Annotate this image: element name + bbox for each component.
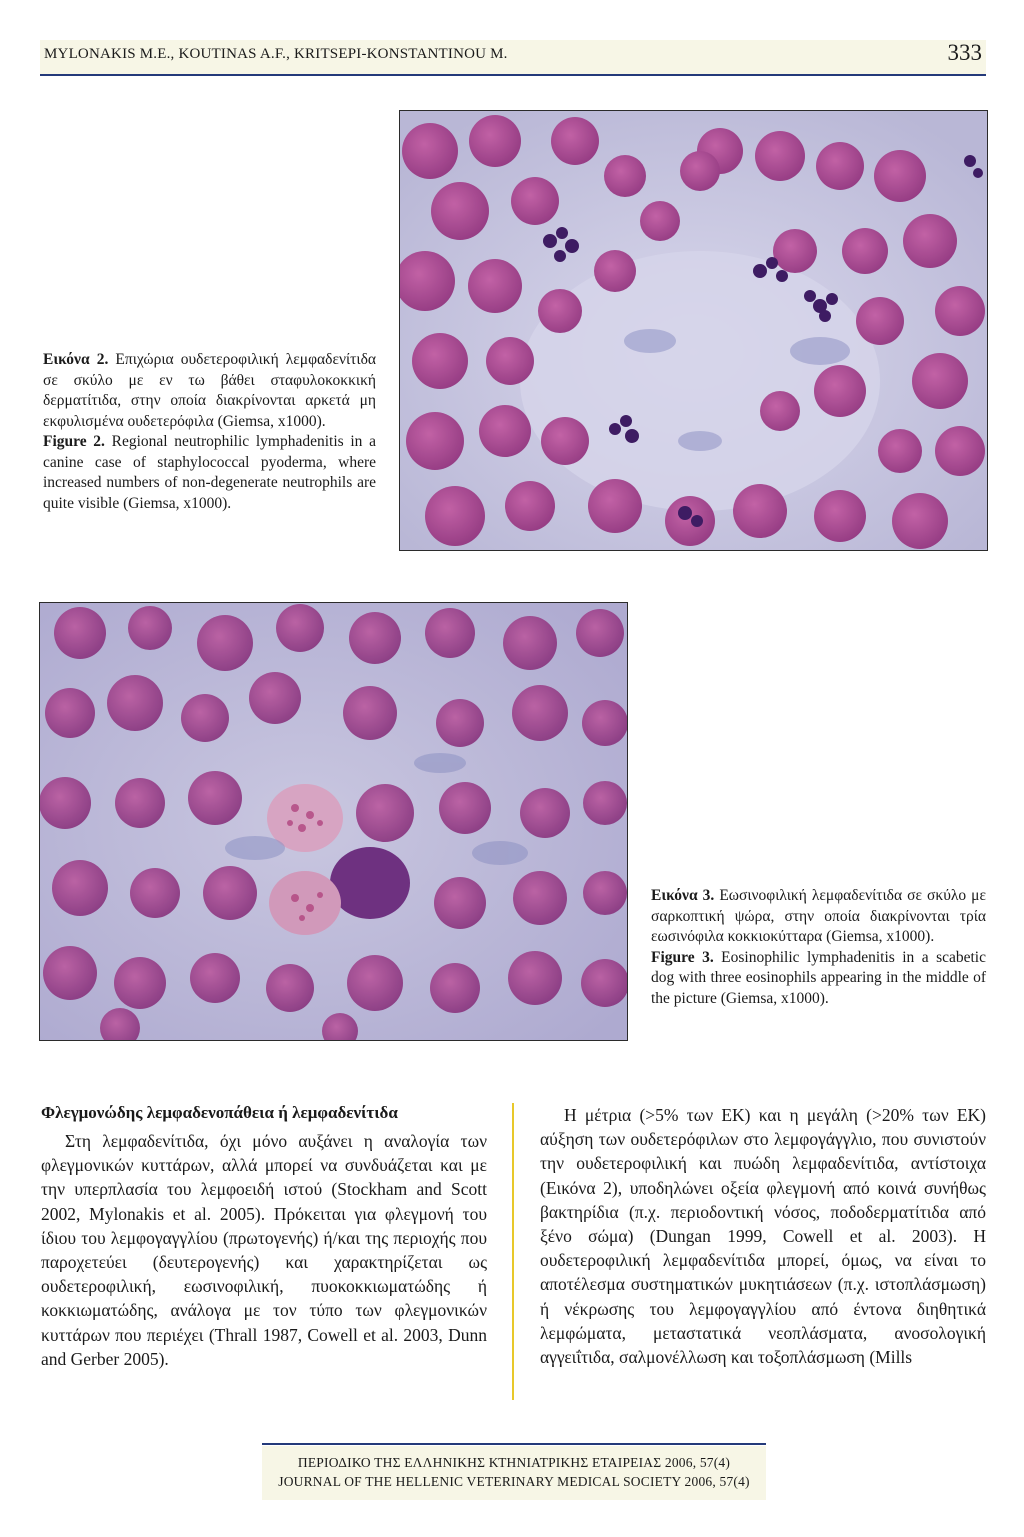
figure-2-micrograph — [399, 110, 988, 551]
figure-3-caption-greek — [651, 886, 986, 948]
column-divider — [512, 1103, 514, 1400]
footer-journal-greek: ΠΕΡΙΟΔΙΚΟ ΤΗΣ ΕΛΛΗΝΙΚΗΣ ΚΤΗΝΙΑΤΡΙΚΗΣ ΕΤΑΙΡΕΙΑΣ 2006, 57(4) — [297, 1455, 731, 1470]
footer-rule — [262, 1443, 766, 1445]
left-column — [41, 1129, 487, 1371]
figure-3-greek-label: Εικόνα 3. — [651, 887, 715, 904]
figure-2-greek-label: Εικόνα 2. — [43, 351, 109, 368]
running-head: MYLONAKIS M.E., KOUTINAS A.F., KRITSEPI-KONSTANTINOU M. — [44, 46, 508, 62]
figure-2-image — [400, 111, 987, 550]
figure-2-greek-text: Επιχώρια ουδετεροφιλική λεμφαδενίτιδα σε σκύλο με εν τω βάθει σταφυλοκοκκική δερματίτιδα, στην οποία διακρίνονται αρκετά μη εκφυλισμένα ουδετερόφιλα (Giemsa, x1000). — [43, 351, 376, 430]
page-number: 333 — [947, 40, 982, 65]
footer-journal-english: JOURNAL OF THE HELLENIC VETERINARY MEDICAL SOCIETY 2006, 57(4) — [278, 1474, 750, 1489]
figure-3-micrograph — [39, 602, 628, 1041]
left-paragraph: Στη λεμφαδενίτιδα, όχι μόνο αυξάνει η αναλογία των φλεγμονικών κυττάρων, αλλά μπορεί να συνδυάζεται και με την υπερπλασία του λεμφοειδή ιστού (Stockham and Scott 2002, Mylonakis et al. 2005). Πρόκειται για φλεγμονή του ίδιου του λεμφογαγγλίου (πρωτογενής) ή/και της περιοχής που παροχετεύει (δευτερογενής) και χαρακτηρίζεται ως ουδετεροφιλική, εωσινοφιλική, πυοκοκκιωματώδης ή κοκκιωματώδης, ανάλογα με τον τύπο των φλεγμονικών κυττάρων που περιέχει (Thrall 1987, Cowell et al. 2003, Dunn and Gerber 2005). — [41, 1131, 487, 1369]
figure-2-english-text: Regional neutrophilic lymphadenitis in a canine case of staphylococcal pyoderma, where increased numbers of non-degenerate neutrophils are quite visible (Giemsa, x1000). — [43, 433, 376, 512]
figure-3-caption-english — [651, 948, 986, 1010]
figure-3-english-label: Figure 3. — [651, 948, 714, 966]
figure-3-image — [40, 603, 627, 1040]
figure-2-english-label: Figure 2. — [43, 433, 105, 450]
figure-2-caption-greek — [43, 350, 376, 432]
figure-3-greek-text: Εωσινοφιλική λεμφαδενίτιδα σε σκύλο με σαρκοπτική ψώρα, στην οποία διακρίνονται τρία εωσινόφιλα κοκκιοκύτταρα (Giemsa, x1000). — [651, 887, 986, 945]
figure-2-caption — [43, 350, 376, 514]
right-paragraph: Η μέτρια (>5% των ΕΚ) και η μεγάλη (>20% των ΕΚ) αύξηση των ουδετερόφιλων στο λεμφογάγγλιο, που συνιστούν την ουδετεροφιλική και πυώδη λεμφαδενίτιδα, αντίστοιχα (Εικόνα 2), υποδηλώνει οξεία φλεγμονή από κοινά συνήθως βακτηρίδια (π.χ. περιοδοντική νόσος, ποδοδερματίτιδα από ξένο σώμα) (Dungan 1999, Cowell et al. 2003). Η ουδετεροφιλική λεμφαδενίτιδα μπορεί, όμως, να είναι το αποτέλεσμα συστηματικών μυκητιάσεων (π.χ. ιστοπλάσμωση) ή νέκρωσης του λεμφογαγγλίου από έντονα διηθητικά λεμφώματα, μεταστατικά νεοπλάσματα, ανοσολογική αγγειΐτιδα, σαλμονέλλωση και τοξοπλάσμωση (Mills — [540, 1105, 986, 1368]
figure-2-caption-english — [43, 432, 376, 514]
figure-3-english-text: Eosinophilic lymphadenitis in a scabetic dog with three eosinophils appearing in the middle of the picture (Giemsa, x1000). — [651, 948, 986, 1007]
section-heading: Φλεγμονώδης λεμφαδενοπάθεια ή λεμφαδενίτιδα — [41, 1103, 398, 1122]
right-column — [540, 1103, 986, 1369]
header-rule — [40, 74, 986, 76]
figure-3-caption — [651, 886, 986, 1009]
